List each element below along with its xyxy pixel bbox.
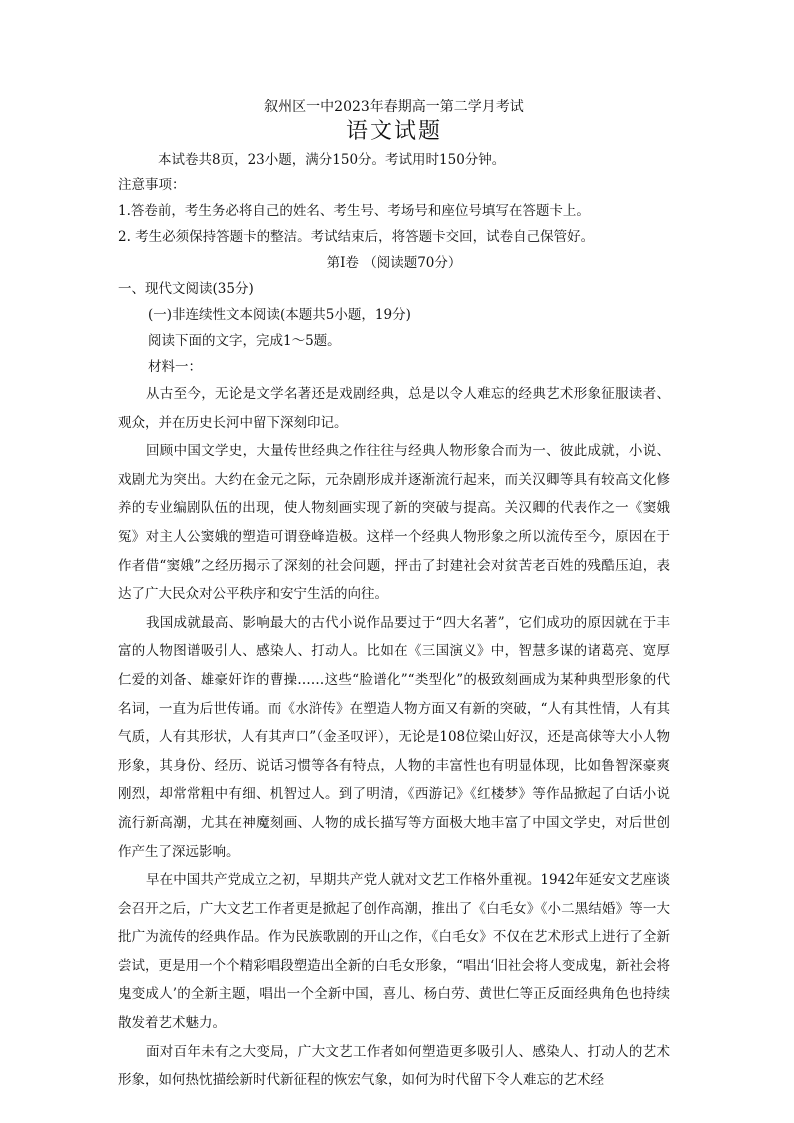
exam-info: 本试卷共8页，23小题，满分150分。考试用时150分钟。 xyxy=(158,152,506,168)
paragraph-4: 早在中国共产党成立之初，早期共产党人就对文艺工作格外重视。1942年延安文艺座谈会召开之后，广大文艺工作者更是掀起了创作高潮，推出了《白毛女》《小二黑结婚》等一大批广为流传的经典作品。作为民族歌剧的开山之作，《白毛女》不仅在艺术形式上进行了全新尝试，更是用一个个精彩唱段塑造出全新的白毛女形象，“唱出‘旧社会将人变成鬼，新社会将鬼变成人’的全新主题，唱出一个全新中国，喜儿、杨白劳、黄世仁等正反面经典角色也持续散发着艺术魅力。 xyxy=(118,872,670,1032)
subsection-heading: (一)非连续性文本阅读(本题共5小题，19分) xyxy=(148,307,411,323)
material-label: 材料一： xyxy=(148,359,202,375)
notes-title: 注意事项： xyxy=(118,177,186,193)
paragraph-1: 从古至今，无论是文学名著还是戏剧经典，总是以令人难忘的经典艺术形象征服读者、观众，并在历史长河中留下深刻印记。 xyxy=(118,386,670,431)
note-item-1: 1.答卷前，考生务必将自己的姓名、考生号、考场号和座位号填写在答题卡上。 xyxy=(118,203,590,219)
subject-title: 语文试题 xyxy=(345,119,442,144)
paragraph-2: 回顾中国文学史，大量传世经典之作往往与经典人物形象合而为一、彼此成就，小说、戏剧尤为突出。大约在金元之际，元杂剧形成并逐渐流行起来，而关汉卿等具有较高文化修养的专业编剧队伍的出现，使人物刻画实现了新的突破与提高。关汉卿的代表作之一《窦娥冤》对主人公窦娥的塑造可谓登峰造极。这样一个经典人物形象之所以流传至今，原因在于作者借“窦娥”之经历揭示了深刻的社会问题，抨击了封建社会对贫苦老百姓的残酷压迫，表达了广大民众对公平秩序和安宁生活的向往。 xyxy=(118,443,670,603)
school-title: 叙州区一中2023年春期高一第二学月考试 xyxy=(264,99,524,115)
section-heading: 一、现代文阅读(35分) xyxy=(118,281,254,297)
part-title: 第Ⅰ卷 （阅读题70分） xyxy=(326,255,462,271)
paragraph-5: 面对百年未有之大变局，广大文艺工作者如何塑造更多吸引人、感染人、打动人的艺术形象，如何热忱描绘新时代新征程的恢宏气象，如何为时代留下令人难忘的艺术经 xyxy=(118,1043,670,1089)
note-item-2: 2. 考生必须保持答题卡的整洁。考试结束后，将答题卡交回，试卷自己保管好。 xyxy=(118,229,595,245)
reading-instruction: 阅读下面的文字，完成1～5题。 xyxy=(148,333,341,349)
paragraph-3: 我国成就最高、影响最大的古代小说作品要过于“四大名著”，它们成功的原因就在于丰富的人物图谱吸引人、感染人、打动人。比如在《三国演义》中，智慧多谋的诸葛亮、宽厚仁爱的刘备、雄豪奸诈的曹操……这些“脸谱化”“类型化”的极致刻画成为某种典型形象的代名词，一直为后世传诵。而《水浒传》在塑造人物方面又有新的突破，“人有其性情，人有其气质，人有其形状，人有其声口”（金圣叹评），无论是108位梁山好汉，还是高俅等大小人物形象，其身份、经历、说话习惯等各有特点，人物的丰富性也有明显体现，比如鲁智深豪爽刚烈，却常常粗中有细、机智过人。到了明清，《西游记》《红楼梦》等作品掀起了白话小说流行新高潮，尤其在神魔刻画、人物的成长描写等方面极大地丰富了中国文学史，对后世创作产生了深远影响。 xyxy=(118,614,670,860)
